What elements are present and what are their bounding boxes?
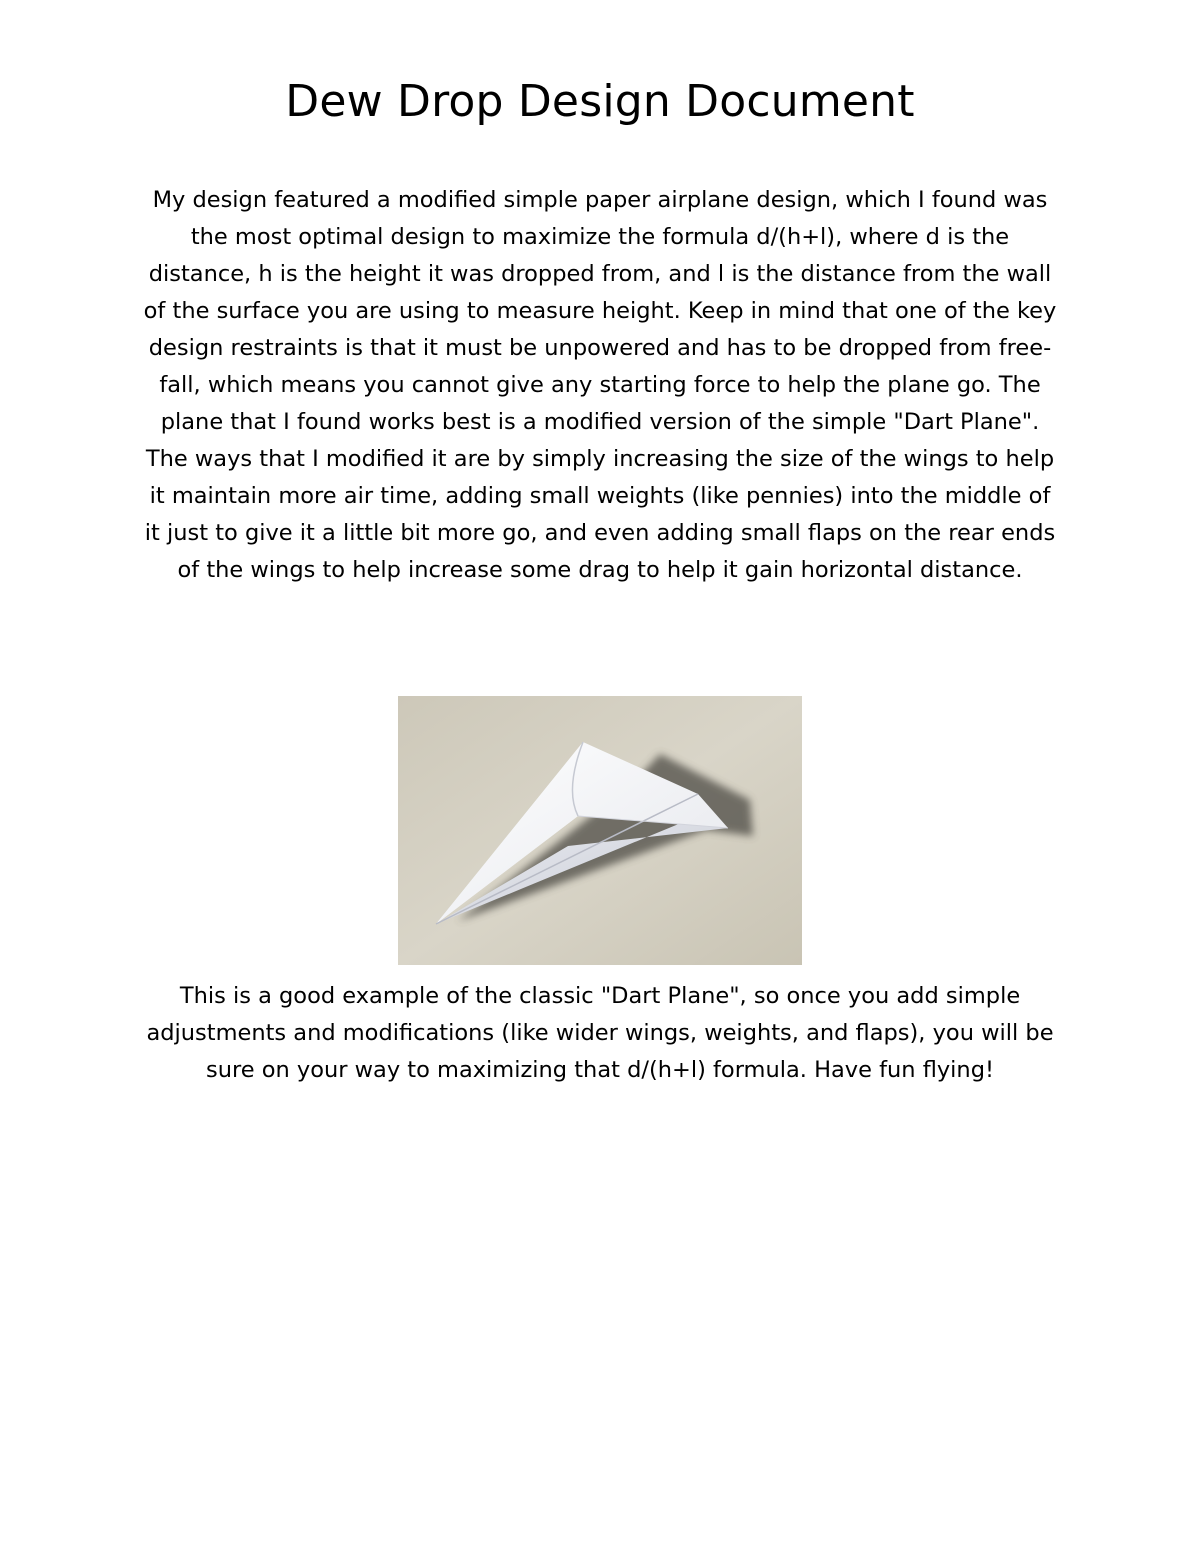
paper-airplane-image <box>398 696 802 965</box>
body-paragraph-conclusion: This is a good example of the classic "Dart Plane", so once you add simple adjustments and modifications (like wider wings, weights, and flaps), you will be sure on your way to maximizing that d/(h+l) formula. Have fun flying! <box>146 983 1054 1083</box>
body-paragraph-design: My design featured a modified simple paper airplane design, which I found was the most optimal design to maximize the formula d/(h+l), where d is the distance, h is the height it was dropped from, and l is the distance from the wall of the surface you are using to measure height. Keep in mind that one of the key design restraints is that it must be unpowered and has to be dropped from free-fall, which means you cannot give any starting force to help the plane go. The plane that I found works best is a modified version of the simple "Dart Plane". The ways that I modified it are by simply increasing the size of the wings to help it maintain more air time, adding small weights (like pennies) into the middle of it just to give it a little bit more go, and even adding small flaps on the rear ends of the wings to help increase some drag to help it gain horizontal distance. <box>143 187 1057 583</box>
document-title: Dew Drop Design Document <box>285 76 915 127</box>
paper-airplane-photo <box>398 696 802 965</box>
